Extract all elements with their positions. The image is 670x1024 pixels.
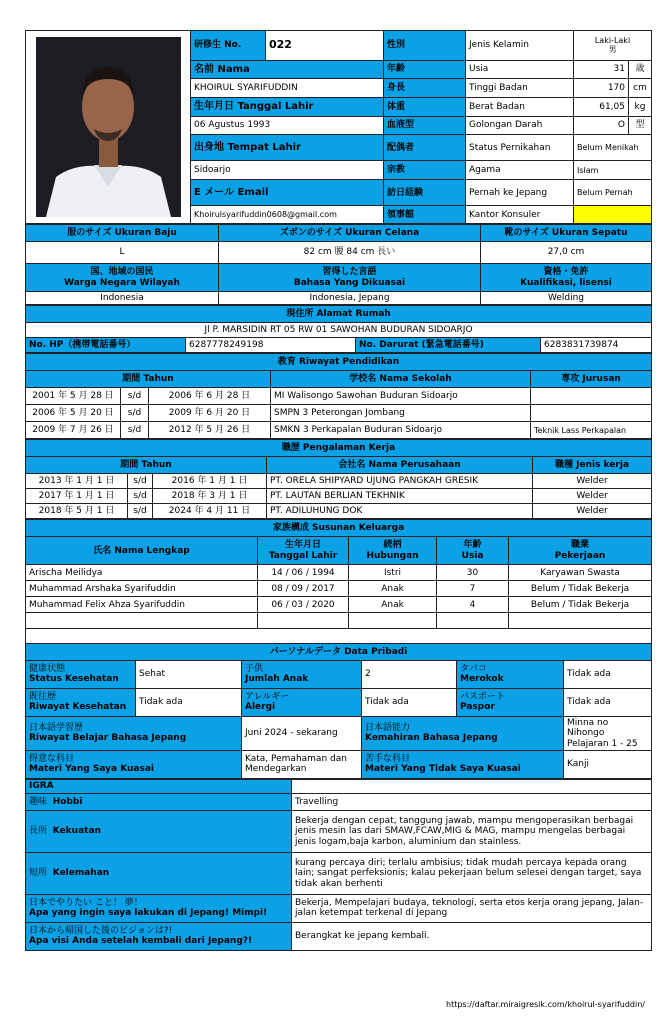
age-label-jp: 年齢: [384, 60, 466, 79]
religion-label: Agama: [466, 161, 574, 180]
edu-sep: s/d: [121, 422, 149, 439]
weakness-value: kurang percaya diri; terlalu ambisius; tidak mudah percaya kepada orang lain; sangat perfeksionis; kalau pekerjaan belum selesei dengan target, saya tidak akan berhenti: [292, 852, 652, 894]
marital-value: Belum Menikah: [574, 135, 652, 161]
dream-value: Bekerja, Mempelajari budaya, teknologi, serta etos kerja orang jepang, Jalan-jalan ketempat terkenal di Jepang: [292, 894, 652, 922]
jability-label: 日本語能力 Kemahiran Bahasa Jepang: [362, 716, 564, 750]
table-row: [26, 489, 652, 504]
trainee-no: 022: [266, 31, 384, 61]
health-label: 健康状態 Status Kesehatan: [26, 660, 136, 688]
marital-label: Status Pernikahan: [466, 135, 574, 161]
family-name-label: 氏名 Nama Lengkap: [26, 537, 258, 565]
religion-value: Islam: [574, 161, 652, 180]
family-member-job: Karyawan Swasta: [509, 565, 652, 581]
family-member-age: 4: [437, 597, 509, 613]
family-member-job: [509, 613, 652, 629]
email-label: E メール Email: [191, 180, 384, 206]
marital-label-jp: 配偶者: [384, 135, 466, 161]
family-member-rel: Anak: [349, 597, 437, 613]
history-value: Tidak ada: [136, 688, 242, 716]
igra-label: IGRA: [26, 779, 292, 793]
qualification-label: 資格・免許 Kualifikasi, lisensi: [481, 264, 652, 292]
jlearn-value: Juni 2024 - sekarang: [242, 716, 362, 750]
family-job-label: 職業 Pekerjaan: [509, 537, 652, 565]
personal-table: [25, 643, 652, 779]
work-sep: s/d: [128, 504, 153, 519]
family-member-name: Arischa Meilidya: [26, 565, 258, 581]
work-title: 職歴 Pengalaman Kerja: [26, 440, 652, 457]
table-row: [26, 565, 652, 581]
smoke-value: Tidak ada: [564, 660, 652, 688]
work-company: PT. LAUTAN BERLIAN TEKHNIK: [267, 489, 533, 504]
trainee-no-label: 研修生 No.: [191, 31, 266, 61]
edu-from: 2009 年 7 月 26 日: [26, 422, 121, 439]
family-member-name: Muhammad Arshaka Syarifuddin: [26, 581, 258, 597]
vision-value: Berangkat ke jepang kembali.: [292, 922, 652, 950]
hp-label: No. HP（携帯電話番号）: [26, 338, 186, 353]
family-age-label: 年齢 Usia: [437, 537, 509, 565]
age-value: 31: [574, 60, 629, 79]
edu-major: Teknik Lass Perkapalan: [531, 422, 652, 439]
visit-label: Pernah ke Jepang: [466, 180, 574, 206]
bad-subject-label: 苦手な科目 Materi Yang Tidak Saya Kuasai: [362, 750, 564, 778]
edu-school: MI Walisongo Sawohan Buduran Sidoarjo: [271, 388, 531, 405]
good-subject-label: 得意な科目 Materi Yang Saya Kuasai: [26, 750, 242, 778]
education-major-label: 専攻 Jurusan: [531, 371, 652, 388]
table-row: [26, 504, 652, 519]
height-unit: cm: [629, 79, 652, 98]
work-to: 2024 年 4 月 11 日: [153, 504, 267, 519]
family-dob-label: 生年月日 Tanggal Lahir: [258, 537, 349, 565]
personal-title: パーソナルデータ Data Pribadi: [26, 643, 652, 660]
family-member-age: [437, 613, 509, 629]
table-row: [26, 422, 652, 439]
table-row: [26, 613, 652, 629]
qualification-value: Welding: [481, 292, 652, 305]
education-title: 教育 Riwayat Pendidikan: [26, 354, 652, 371]
work-from: 2017 年 1 月 1 日: [26, 489, 128, 504]
blood-unit: 型: [629, 116, 652, 135]
table-row: [26, 405, 652, 422]
weight-label: Berat Badan: [466, 97, 574, 116]
edu-school: SMPN 3 Peterongan Jombang: [271, 405, 531, 422]
edu-to: 2009 年 6 月 20 日: [149, 405, 271, 422]
children-value: 2: [362, 660, 457, 688]
email-value: Khoirulsyarifuddin0608@gmail.com: [191, 206, 384, 224]
edu-major: [531, 405, 652, 422]
edu-sep: s/d: [121, 388, 149, 405]
age-label: Usia: [466, 60, 574, 79]
dream-label: 日本でやりたい こと！ 夢！ Apa yang ingin saya lakukan di Jepang! Mimpi!: [26, 894, 292, 922]
health-value: Sehat: [136, 660, 242, 688]
family-member-name: Muhammad Felix Ahza Syarifuddin: [26, 597, 258, 613]
family-rel-label: 続柄 Hubungan: [349, 537, 437, 565]
shirt-size-label: 服のサイズ Ukuran Baju: [26, 225, 219, 242]
photo-cell: [26, 31, 191, 224]
visit-label-jp: 訪日経験: [384, 180, 466, 206]
work-job-label: 職種 Jenis kerja: [533, 457, 652, 474]
weight-label-jp: 体重: [384, 97, 466, 116]
hobby-value: Travelling: [292, 793, 652, 810]
edu-to: 2006 年 6 月 28 日: [149, 388, 271, 405]
work-company: PT. ADILUHUNG DOK: [267, 504, 533, 519]
birthplace-value: Sidoarjo: [191, 161, 384, 180]
gender-label: Jenis Kelamin: [466, 31, 574, 61]
work-period-label: 期間 Tahun: [26, 457, 267, 474]
gender-value: Laki-Laki 男: [574, 31, 652, 61]
hp-value: 6287778249198: [186, 338, 356, 353]
shirt-size: L: [26, 242, 219, 264]
table-row: [26, 597, 652, 613]
table-row: [26, 388, 652, 405]
family-member-name: [26, 613, 258, 629]
family-member-job: Belum / Tidak Bekerja: [509, 597, 652, 613]
blood-label: Golongan Darah: [466, 116, 574, 135]
profile-table: [25, 30, 652, 224]
history-label: 既往歴 Riwayat Kesehatan: [26, 688, 136, 716]
edu-school: SMKN 3 Perkapalan Buduran Sidoarjo: [271, 422, 531, 439]
education-school-label: 学校名 Nama Sekolah: [271, 371, 531, 388]
work-sep: s/d: [128, 489, 153, 504]
shoes-size-label: 靴のサイズ Ukuran Sepatu: [481, 225, 652, 242]
shoes-size: 27,0 cm: [481, 242, 652, 264]
good-subject-value: Kata, Pemahaman dan Mendegarkan: [242, 750, 362, 778]
consulate-value: [574, 206, 652, 224]
religion-label-jp: 宗教: [384, 161, 466, 180]
language-label: 習得した言語 Bahasa Yang Dikuasai: [219, 264, 481, 292]
edu-from: 2006 年 5 月 20 日: [26, 405, 121, 422]
bad-subject-value: Kanji: [564, 750, 652, 778]
allergy-label: アレルギー Alergi: [242, 688, 362, 716]
weakness-label: 短所 Kelemahan: [26, 852, 292, 894]
weight-unit: kg: [629, 97, 652, 116]
vision-label: 日本から帰国した後のビジョンは?! Apa visi Anda setelah kembali dari Jepang?!: [26, 922, 292, 950]
family-member-dob: [258, 613, 349, 629]
weight-value: 61,05: [574, 97, 629, 116]
jability-value: Minna no Nihongo Pelajaran 1 - 25: [564, 716, 652, 750]
strength-label: 長所 Kekuatan: [26, 810, 292, 852]
pants-size-label: ズボンのサイズ Ukuran Celana: [219, 225, 481, 242]
education-table: [25, 353, 652, 439]
gender-label-jp: 性別: [384, 31, 466, 61]
allergy-value: Tidak ada: [362, 688, 457, 716]
address-table: [25, 305, 652, 353]
work-job: Welder: [533, 474, 652, 489]
personality-table: [25, 779, 652, 951]
work-to: 2018 年 3 月 1 日: [153, 489, 267, 504]
work-to: 2016 年 1 月 1 日: [153, 474, 267, 489]
edu-major: [531, 388, 652, 405]
age-unit: 歳: [629, 60, 652, 79]
family-member-job: Belum / Tidak Bekerja: [509, 581, 652, 597]
resume-document: [25, 30, 651, 951]
passport-label: パスポート Paspor: [457, 688, 564, 716]
name-label: 名前 Nama: [191, 60, 384, 79]
smoke-label: タバコ Merokok: [457, 660, 564, 688]
edu-sep: s/d: [121, 405, 149, 422]
family-member-rel: Anak: [349, 581, 437, 597]
education-period-label: 期間 Tahun: [26, 371, 271, 388]
work-table: [25, 439, 652, 519]
family-member-rel: [349, 613, 437, 629]
height-label: Tinggi Badan: [466, 79, 574, 98]
family-title: 家族構成 Susunan Keluarga: [26, 520, 652, 537]
person-photo-icon: [36, 37, 181, 217]
hobby-label: 趣味 Hobbi: [26, 793, 292, 810]
consulate-label: Kantor Konsuler: [466, 206, 574, 224]
dob-value: 06 Agustus 1993: [191, 116, 384, 135]
work-company-label: 会社名 Nama Perusahaan: [267, 457, 533, 474]
strength-value: Bekerja dengan cepat, tanggung jawab, mampu mengoperasikan berbagai jenis mesin las dari SMAW,FCAW,MIG & MAG, mampu mengelas berbagai jenis logam,baja karbon, aluminium dan stainless.: [292, 810, 652, 852]
address-label: 現住所 Alamat Rumah: [26, 306, 652, 323]
country-value: Indonesia: [26, 292, 219, 305]
blood-label-jp: 血液型: [384, 116, 466, 135]
sizes-table: [25, 224, 652, 305]
emergency-label: No. Darurat (緊急電話番号): [356, 338, 541, 353]
family-member-dob: 08 / 09 / 2017: [258, 581, 349, 597]
work-job: Welder: [533, 504, 652, 519]
work-job: Welder: [533, 489, 652, 504]
edu-from: 2001 年 5 月 28 日: [26, 388, 121, 405]
emergency-value: 6283831739874: [541, 338, 652, 353]
consulate-label-jp: 領事館: [384, 206, 466, 224]
name-value: KHOIRUL SYARIFUDDIN: [191, 79, 384, 98]
height-label-jp: 身長: [384, 79, 466, 98]
work-company: PT. ORELA SHIPYARD UJUNG PANGKAH GRESIK: [267, 474, 533, 489]
height-value: 170: [574, 79, 629, 98]
family-member-age: 7: [437, 581, 509, 597]
blood-value: O: [574, 116, 629, 135]
dob-label: 生年月日 Tanggal Lahir: [191, 97, 384, 116]
table-row: [26, 581, 652, 597]
work-sep: s/d: [128, 474, 153, 489]
table-row: [26, 474, 652, 489]
family-table: [25, 519, 652, 643]
language-value: Indonesia, Jepang: [219, 292, 481, 305]
children-label: 子供 Jumlah Anak: [242, 660, 362, 688]
edu-to: 2012 年 5 月 26 日: [149, 422, 271, 439]
family-member-age: 30: [437, 565, 509, 581]
pants-size: 82 cm 腰 84 cm 長い: [219, 242, 481, 264]
passport-value: Tidak ada: [564, 688, 652, 716]
visit-value: Belum Pernah: [574, 180, 652, 206]
birthplace-label: 出身地 Tempat Lahir: [191, 135, 384, 161]
country-label: 国、地域の国民 Warga Negara Wilayah: [26, 264, 219, 292]
family-member-rel: Istri: [349, 565, 437, 581]
address-value: Jl P. MARSIDIN RT 05 RW 01 SAWOHAN BUDURAN SIDOARJO: [26, 323, 652, 338]
family-member-dob: 14 / 06 / 1994: [258, 565, 349, 581]
family-member-dob: 06 / 03 / 2020: [258, 597, 349, 613]
jlearn-label: 日本語学習歴 Riwayat Belajar Bahasa Jepang: [26, 716, 242, 750]
work-from: 2013 年 1 月 1 日: [26, 474, 128, 489]
footer-url[interactable]: https://daftar.miraigresik.com/khoirul-syarifuddin/: [446, 1000, 645, 1009]
work-from: 2018 年 5 月 1 日: [26, 504, 128, 519]
